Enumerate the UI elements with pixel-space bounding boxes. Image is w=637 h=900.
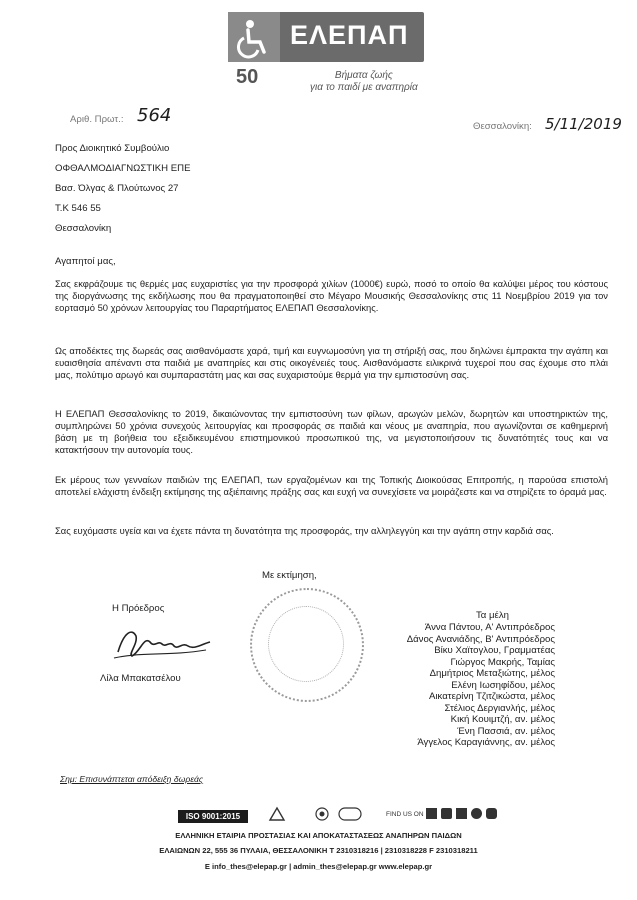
recipient-city: Θεσσαλονίκη [55,223,112,234]
find-us-label: FIND US ON [386,811,424,818]
signature [110,622,220,669]
certification-icon [268,806,286,822]
iso-badge: ISO 9001:2015 [178,810,248,823]
cert-badge-icon [338,806,362,822]
member-item: Ένη Πασσιά, αν. μέλος [457,725,555,737]
logo-tagline-line1: Βήματα ζωής [334,70,393,81]
greeting: Αγαπητοί μας, [55,256,116,267]
logo-tagline-line2: για το παιδί με αναπηρία [310,82,418,93]
member-item: Βίκυ Χαϊτογλου, Γραμματέας [434,645,555,656]
paragraph-4: Εκ μέρους των γενναίων παιδιών της ΕΛΕΠΑΠ, των εργαζομένων και της Τοπικής Διοικούσας Επιτροπής, η παρούσα επιστολή αποτελεί ελάχιστη ένδειξη εκτίμησης της αξιέπαινης πράξης σας και ευχή να συνεχίσετε να μοιράζεστε και να στηρίζετε το όραμά μας. [55,474,608,497]
member-item: Ελένη Ιωσηφίδου, μέλος [451,679,555,691]
paragraph-2: Ως αποδέκτες της δωρεάς σας αισθανόμαστε χαρά, τιμή και ευγνωμοσύνη για τη στήριξή σας, που δηλώνει έμπρακτα την αγάπη και ευαισθησία απέναντι στα παιδιά με αναπηρίες και στις οικογένειές τους. Αισθανόμαστε ειλικρινά τυχεροί που σας έχουμε στο πλάι μας, πολύτιμο αρωγό και συμπαραστάτη μας και σας ευχαριστούμε θερμά για την εμπιστοσύνη σας. [55,345,608,380]
twitter-icon [471,808,482,819]
closing: Με εκτίμηση, [262,570,317,581]
instagram-icon [441,808,452,819]
member-item: Δάνος Ανανιάδης, Β' Αντιπρόεδρος [406,633,555,645]
member-item: Αικατερίνη Τζιτζικώστα, μέλος [429,691,555,702]
member-item: Κική Κουιμτζή, αν. μέλος [450,714,555,725]
stamp-inner-ring [268,606,344,682]
facebook-icon [426,808,437,819]
protocol-label: Αριθ. Πρωτ.: [70,114,124,125]
logo-anniversary: 50 [236,66,259,88]
recipient-postcode: Τ.Κ 546 55 [55,203,101,214]
place-label: Θεσσαλονίκη: [473,121,532,132]
member-item: Άννα Πάντου, Α' Αντιπρόεδρος [424,622,555,633]
members-list [407,622,555,749]
linkedin-icon [456,808,467,819]
member-item: Δημήτριος Μεταξιώτης, μέλος [429,668,555,679]
recipient-company: ΟΦΘΑΛΜΟΔΙΑΓΝΩΣΤΙΚΗ ΕΠΕ [55,163,191,174]
paragraph-5: Σας ευχόμαστε υγεία και να έχετε πάντα τη δυνατότητα της προσφοράς, την αλληλεγγύη και την αγάπη στην καρδιά σας. [55,525,554,536]
member-item: Γιώργος Μακρής, Ταμίας [450,656,555,668]
footer-org-name: ΕΛΛΗΝΙΚΗ ΕΤΑΙΡΙΑ ΠΡΟΣΤΑΣΙΑΣ ΚΑΙ ΑΠΟΚΑΤΑΣΤΑΣΕΩΣ ΑΝΑΠΗΡΩΝ ΠΑΙΔΩΝ [175,831,462,840]
protocol-number: 564 [137,105,172,126]
footer-contact: E info_thes@elepap.gr | admin_thes@elepap.gr www.elepap.gr [204,862,433,871]
letter-date: 5/11/2019 [545,115,622,133]
quality-seal-icon [312,806,332,822]
signatory-name: Λίλα Μπακατσέλου [100,673,181,684]
member-item: Άγγελος Καραγιάννης, αν. μέλος [417,737,555,748]
youtube-icon [486,808,497,819]
attachment-note: Σημ: Επισυνάπτεται απόδειξη δωρεάς [60,774,204,784]
members-title: Τα μέλη [476,610,509,621]
logo-wordmark: ΕΛΕΠΑΠ [290,20,409,50]
footer-address: ΕΛΑΙΩΝΩΝ 22, 555 36 ΠΥΛΑΙΑ, ΘΕΣΣΑΛΟΝΙΚΗ Τ 2310318216 | 2310318228 F 2310318211 [159,846,478,855]
paragraph-1: Σας εκφράζουμε τις θερμές μας ευχαριστίες για την προσφορά χιλίων (1000€) ευρώ, ποσό το οποίο θα καλύψει μέρος του κόστους της διοργάνωσης της εκδήλωσης που θα πραγματοποιηθεί στο Μέγαρο Μουσικής Θεσσαλονίκης στις 11 Νοεμβρίου 2019 για τον εορτασμό 50 χρόνων λειτουργίας του Παραρτήματος ΕΛΕΠΑΠ Θεσσαλονίκης. [55,278,608,313]
wheelchair-icon [228,12,280,62]
logo-tagline [310,70,418,94]
signatory-title: Η Πρόεδρος [112,603,165,614]
paragraph-3: Η ΕΛΕΠΑΠ Θεσσαλονίκης το 2019, δικαιώνοντας την εμπιστοσύνη των φίλων, αρωγών μελών, δωρητών και υποστηρικτών της, συμπληρώνει 50 χρόνια συνεχούς λειτουργίας και προσφοράς σε παιδιά και νέους με αναπηρία, που αγωνίζονται σε καθημερινή βάση με τη βοήθεια του εξειδικευμένου επιστημονικού προσωπικού της, να μεγιστοποιήσουν τις δυνατότητές τους και να κατακτήσουν την αυτονομία τους. [55,408,608,455]
recipient-address: Βασ. Όλγας & Πλούτωνος 27 [55,183,179,194]
recipient-line: Προς Διοικητικό Συμβούλιο [55,143,170,154]
member-item: Στέλιος Δεργιανλής, μέλος [444,702,555,714]
